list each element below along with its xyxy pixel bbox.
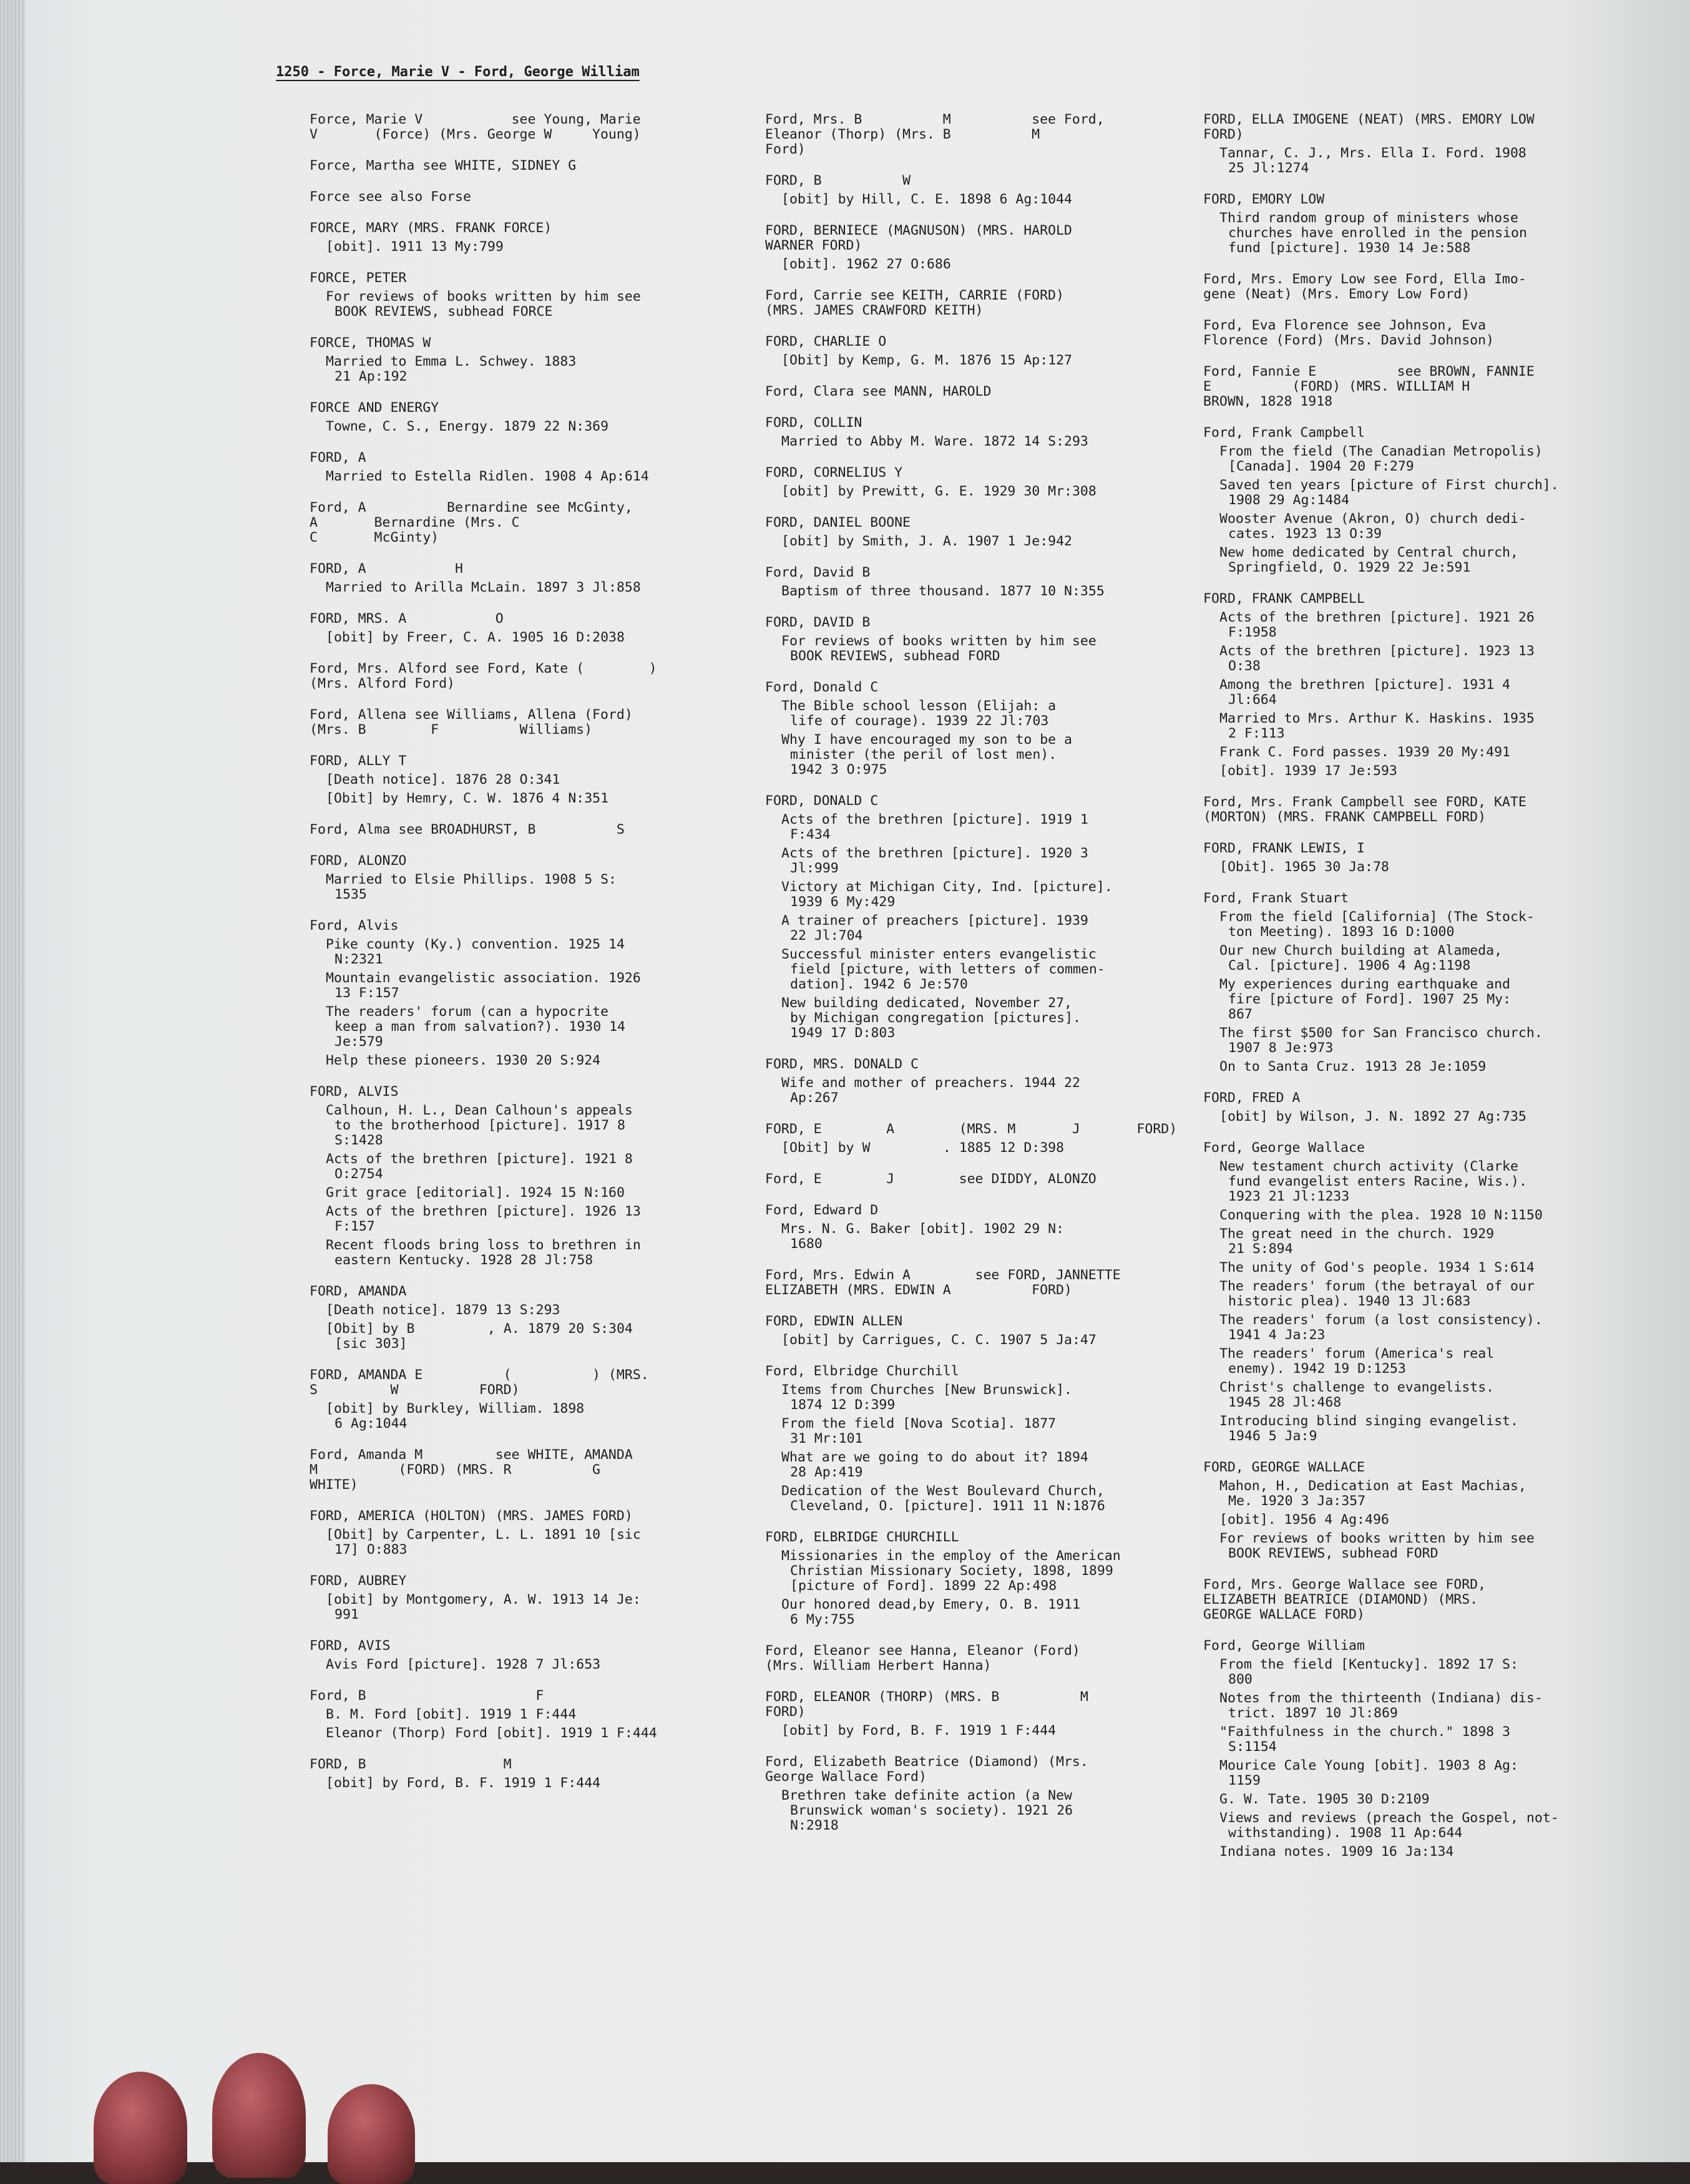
entry-heading: Ford, Clara see MANN, HAROLD [765, 384, 992, 399]
entry-citation: [obit] by Ford, B. F. 1919 1 F:444 [326, 1775, 601, 1791]
index-entry [310, 500, 759, 545]
entry-citation: [Obit] by Kemp, G. M. 1876 15 Ap:127 [781, 353, 1072, 368]
entry-citation: The great need in the church. 1929 21 S:894 [1219, 1226, 1495, 1257]
entry-heading: Ford, A Bernardine see McGinty, A Bernardine (Mrs. C C McGinty) [310, 500, 633, 545]
entry-citation: The Bible school lesson (Elijah: a life of courage). 1939 22 Jl:703 [781, 698, 1057, 729]
entry-heading: FORD, AMANDA [310, 1284, 407, 1299]
index-entry [765, 1644, 1202, 1674]
entry-heading: FORD, DONALD C [765, 793, 879, 809]
entry-citation: What are we going to do about it? 1894 28 Ap:419 [781, 1450, 1088, 1480]
entry-heading: Force, Marie V see Young, Marie V (Force) (Mrs. George W Young) [310, 112, 641, 142]
index-entry [765, 1755, 1202, 1833]
entry-citation: New home dedicated by Central church, Springfield, O. 1929 22 Je:591 [1219, 545, 1518, 575]
index-entry [310, 158, 759, 173]
entry-heading: Ford, Mrs. Emory Low see Ford, Ella Imo- gene (Neat) (Mrs. Emory Low Ford) [1203, 271, 1526, 302]
index-entry [1203, 318, 1653, 348]
entry-citation: Successful minister enters evangelistic field [picture, with letters of commen- dation]. 1942 6 Je:570 [781, 947, 1105, 992]
entry-citation: [obit] by Carrigues, C. C. 1907 5 Ja:47 [781, 1332, 1097, 1348]
entry-heading: FORD, MRS. DONALD C [765, 1056, 919, 1072]
entry-heading: Ford, Frank Stuart [1203, 890, 1349, 906]
entry-heading: FORD, A [310, 450, 366, 466]
entry-heading: FORD, ALLY T [310, 753, 407, 769]
entry-citation: Acts of the brethren [picture]. 1926 13 F:157 [326, 1204, 641, 1234]
entry-citation: Mourice Cale Young [obit]. 1903 8 Ag: 1159 [1219, 1758, 1518, 1788]
entry-citation: Mountain evangelistic association. 1926 13 F:157 [326, 970, 641, 1001]
entry-citation: Tannar, C. J., Mrs. Ella I. Ford. 1908 25 Jl:1274 [1219, 145, 1526, 176]
entry-heading: FORD, AUBREY [310, 1573, 407, 1589]
entry-heading: Ford, Eleanor see Hanna, Eleanor (Ford) (Mrs. William Herbert Hanna) [765, 1643, 1080, 1674]
entry-citation: [Death notice]. 1879 13 S:293 [326, 1302, 560, 1318]
entry-citation: Acts of the brethren [picture]. 1919 1 F:434 [781, 812, 1088, 842]
index-entry [1203, 192, 1653, 256]
index-entry [310, 1085, 759, 1268]
index-entry [1203, 841, 1653, 875]
index-entry [765, 334, 1202, 368]
index-entry [765, 1530, 1202, 1627]
index-entry [310, 451, 759, 484]
index-entry [310, 822, 759, 837]
index-entry [765, 112, 1202, 157]
entry-heading: FORD, EDWIN ALLEN [765, 1314, 903, 1329]
entry-heading: FORD, CORNELIUS Y [765, 465, 903, 480]
entry-citation: From the field [Kentucky]. 1892 17 S: 800 [1219, 1657, 1518, 1687]
entry-heading: Ford, Carrie see KEITH, CARRIE (FORD) (MRS. JAMES CRAWFORD KEITH) [765, 288, 1064, 318]
index-entry [310, 1757, 759, 1791]
entry-citation: Calhoun, H. L., Dean Calhoun's appeals to the brotherhood [picture]. 1917 8 S:1428 [326, 1103, 633, 1148]
entry-citation: G. W. Tate. 1905 30 D:2109 [1219, 1792, 1430, 1807]
index-entry [765, 1057, 1202, 1106]
index-entry [310, 919, 759, 1068]
column-3 [1203, 112, 1653, 1876]
entry-heading: Ford, Mrs. Alford see Ford, Kate ( ) (Mrs. Alford Ford) [310, 661, 657, 691]
column-2 [765, 112, 1202, 1850]
entry-citation: Why I have encouraged my son to be a minister (the peril of lost men). 1942 3 O:975 [781, 732, 1072, 778]
entry-citation: From the field [Nova Scotia]. 1877 31 Mr:101 [781, 1416, 1057, 1446]
entry-heading: Ford, Elizabeth Beatrice (Diamond) (Mrs. George Wallace Ford) [765, 1754, 1088, 1785]
index-entry [310, 708, 759, 738]
index-entry [765, 466, 1202, 499]
index-entry [765, 615, 1202, 664]
entry-citation: Acts of the brethren [picture]. 1920 3 Jl:999 [781, 846, 1088, 876]
entry-citation: Mrs. N. G. Baker [obit]. 1902 29 N: 1680 [781, 1221, 1065, 1252]
entry-heading: FORD, MRS. A O [310, 611, 504, 626]
entry-heading: FORD, ALVIS [310, 1084, 399, 1099]
entry-citation: Dedication of the West Boulevard Church, Cleveland, O. [picture]. 1911 11 N:1876 [781, 1483, 1105, 1514]
index-entry [1203, 795, 1653, 825]
entry-citation: [obit]. 1962 27 O:686 [781, 256, 951, 272]
entry-heading: FORD, COLLIN [765, 415, 862, 431]
index-entry [765, 173, 1202, 207]
index-entry [1203, 1577, 1653, 1622]
index-entry [1203, 1639, 1653, 1860]
index-entry [310, 1368, 759, 1431]
entry-citation: [Obit] by Hemry, C. W. 1876 4 N:351 [326, 791, 609, 806]
entry-citation: Third random group of ministers whose churches have enrolled in the pension fund [picture]. 1930 14 Je:588 [1219, 210, 1527, 256]
entry-heading: FORCE, MARY (MRS. FRANK FORCE) [310, 220, 552, 236]
entry-citation: Towne, C. S., Energy. 1879 22 N:369 [326, 419, 609, 434]
index-entry [765, 565, 1202, 599]
entry-heading: FORD, DANIEL BOONE [765, 515, 911, 530]
entry-heading: Ford, Mrs. B M see Ford, Eleanor (Thorp) (Mrs. B M Ford) [765, 112, 1105, 157]
entry-citation: Wooster Avenue (Akron, O) church dedi- cates. 1923 13 O:39 [1219, 511, 1526, 542]
index-entry [310, 336, 759, 384]
entry-heading: FORD, FRANK LEWIS, I [1203, 841, 1365, 856]
entry-heading: Ford, Elbridge Churchill [765, 1363, 959, 1379]
entry-citation: [Death notice]. 1876 28 O:341 [326, 772, 560, 787]
entry-citation: [obit] by Smith, J. A. 1907 1 Je:942 [781, 534, 1072, 549]
index-entry [765, 1172, 1202, 1187]
index-entry [765, 288, 1202, 318]
page-edge-stack [0, 0, 25, 2162]
index-entry [310, 754, 759, 806]
entry-citation: Married to Elsie Phillips. 1908 5 S: 1535 [326, 872, 617, 902]
index-entry [1203, 1460, 1653, 1561]
entry-citation: Among the brethren [picture]. 1931 4 Jl:664 [1219, 677, 1510, 708]
index-entry [765, 680, 1202, 778]
entry-heading: FORD, DAVID B [765, 615, 871, 630]
entry-heading: FORD, EMORY LOW [1203, 192, 1325, 207]
index-entry [1203, 364, 1653, 409]
entry-citation: [obit] by Hill, C. E. 1898 6 Ag:1044 [781, 192, 1072, 207]
index-entry [765, 1203, 1202, 1252]
index-entry [310, 562, 759, 595]
entry-heading: Force, Martha see WHITE, SIDNEY G [310, 158, 577, 173]
index-entry [310, 1509, 759, 1558]
entry-citation: From the field [California] (The Stock- ton Meeting). 1893 16 D:1000 [1219, 909, 1535, 940]
entry-citation: A trainer of preachers [picture]. 1939 22 Jl:704 [781, 913, 1088, 943]
entry-citation: Christ's challenge to evangelists. 1945 28 Jl:468 [1219, 1380, 1495, 1410]
entry-citation: For reviews of books written by him see BOOK REVIEWS, subhead FORCE [326, 289, 641, 319]
page-header: 1250 - Force, Marie V - Ford, George William [276, 64, 640, 80]
entry-citation: Married to Estella Ridlen. 1908 4 Ap:614 [326, 469, 649, 484]
entry-heading: FORD, ALONZO [310, 853, 407, 869]
entry-heading: Ford, Alma see BROADHURST, B S [310, 822, 625, 837]
entry-heading: Ford, Fannie E see BROWN, FANNIE E (FORD) (MRS. WILLIAM H BROWN, 1828 1918 [1203, 364, 1535, 409]
index-entry [1203, 891, 1653, 1075]
index-entry [765, 1364, 1202, 1514]
entry-heading: Ford, Alvis [310, 918, 399, 934]
entry-heading: Force see also Forse [310, 189, 471, 205]
entry-citation: Our new Church building at Alameda, Cal. [picture]. 1906 4 Ag:1198 [1219, 943, 1503, 973]
entry-heading: Ford, Donald C [765, 680, 879, 695]
entry-citation: For reviews of books written by him see BOOK REVIEWS, subhead FORD [781, 633, 1097, 664]
entry-citation: [obit] by Ford, B. F. 1919 1 F:444 [781, 1723, 1057, 1738]
index-entry [765, 515, 1202, 549]
entry-heading: Ford, Mrs. George Wallace see FORD, ELIZABETH BEATRICE (DIAMOND) (MRS. GEORGE WALLACE FORD) [1203, 1577, 1487, 1622]
index-entry [765, 1690, 1202, 1738]
entry-citation: My experiences during earthquake and fire [picture of Ford]. 1907 25 My: 867 [1219, 977, 1512, 1022]
index-entry [1203, 426, 1653, 575]
entry-citation: [obit] by Wilson, J. N. 1892 27 Ag:735 [1219, 1109, 1526, 1124]
index-entry [765, 1268, 1202, 1298]
index-entry [310, 612, 759, 645]
entry-heading: FORD, ELBRIDGE CHURCHILL [765, 1529, 959, 1545]
entry-heading: FORD, AVIS [310, 1638, 391, 1654]
index-entry [310, 1284, 759, 1352]
entry-citation: Acts of the brethren [picture]. 1921 26 F:1958 [1219, 610, 1535, 640]
entry-citation: [obit]. 1956 4 Ag:496 [1219, 1512, 1389, 1528]
entry-heading: FORD, B M [310, 1757, 512, 1772]
entry-citation: [Obit] by Carpenter, L. L. 1891 10 [sic 17] O:883 [326, 1527, 641, 1558]
entry-heading: Ford, George William [1203, 1638, 1365, 1654]
entry-citation: Married to Emma L. Schwey. 1883 21 Ap:192 [326, 354, 577, 384]
entry-citation: Notes from the thirteenth (Indiana) dis- trict. 1897 10 Jl:869 [1219, 1690, 1543, 1721]
index-entry [1203, 592, 1653, 779]
entry-citation: Recent floods bring loss to brethren in eastern Kentucky. 1928 28 Jl:758 [326, 1237, 641, 1268]
entry-heading: Ford, Amanda M see WHITE, AMANDA M (FORD) (MRS. R G WHITE) [310, 1447, 633, 1493]
entry-citation: Help these pioneers. 1930 20 S:924 [326, 1053, 601, 1068]
entry-citation: [obit] by Burkley, William. 1898 6 Ag:1044 [326, 1401, 585, 1431]
entry-heading: Ford, David B [765, 565, 871, 580]
entry-heading: FORD, E A (MRS. M J FORD) [765, 1121, 1178, 1137]
entry-citation: New testament church activity (Clarke fund evangelist enters Racine, Wis.). 1923 21 Jl:1233 [1219, 1159, 1527, 1204]
entry-citation: The readers' forum (a lost consistency). 1941 4 Ja:23 [1219, 1312, 1543, 1343]
entry-citation: New building dedicated, November 27, by Michigan congregation [pictures]. 1949 17 D:803 [781, 995, 1081, 1041]
entry-heading: FORD, A H [310, 561, 463, 577]
index-entry [310, 112, 759, 142]
entry-heading: FORD, AMANDA E ( ) (MRS. S W FORD) [310, 1367, 649, 1398]
index-entry [310, 1448, 759, 1493]
entry-citation: [obit] by Montgomery, A. W. 1913 14 Je: 991 [326, 1592, 641, 1622]
entry-citation: Saved ten years [picture of First church]. 1908 29 Ag:1484 [1219, 477, 1559, 508]
entry-heading: Ford, Mrs. Edwin A see FORD, JANNETTE ELIZABETH (MRS. EDWIN A FORD) [765, 1267, 1121, 1298]
entry-citation: Mahon, H., Dedication at East Machias, Me. 1920 3 Ja:357 [1219, 1478, 1526, 1509]
thumb-finger-3 [328, 2084, 415, 2184]
index-entry [310, 401, 759, 434]
entry-citation: The unity of God's people. 1934 1 S:614 [1219, 1260, 1535, 1275]
entry-heading: Ford, Allena see Williams, Allena (Ford) (Mrs. B F Williams) [310, 707, 633, 738]
entry-citation: Acts of the brethren [picture]. 1921 8 O:2754 [326, 1151, 633, 1182]
entry-citation: "Faithfulness in the church." 1898 3 S:1154 [1219, 1724, 1510, 1755]
entry-heading: FORCE AND ENERGY [310, 400, 439, 416]
entry-citation: Acts of the brethren [picture]. 1923 13 O:38 [1219, 643, 1535, 674]
entry-citation: Married to Arilla McLain. 1897 3 Jl:858 [326, 580, 641, 595]
index-entry [765, 384, 1202, 399]
entry-citation: For reviews of books written by him see BOOK REVIEWS, subhead FORD [1219, 1531, 1535, 1561]
entry-citation: Missionaries in the employ of the American Christian Missionary Society, 1898, 1899 [picture of Ford]. 1899 22 Ap:498 [781, 1548, 1121, 1594]
entry-heading: FORD, AMERICA (HOLTON) (MRS. JAMES FORD) [310, 1508, 633, 1524]
entry-citation: [Obit] by B , A. 1879 20 S:304 [sic 303] [326, 1321, 633, 1352]
index-entry [310, 854, 759, 902]
entry-citation: B. M. Ford [obit]. 1919 1 F:444 [326, 1707, 577, 1722]
entry-citation: [Obit]. 1965 30 Ja:78 [1219, 859, 1389, 875]
entry-heading: FORD, GEORGE WALLACE [1203, 1460, 1365, 1475]
entry-heading: Ford, B F [310, 1688, 544, 1704]
entry-citation: Pike county (Ky.) convention. 1925 14 N:2321 [326, 937, 625, 967]
entry-citation: Wife and mother of preachers. 1944 22 Ap:267 [781, 1075, 1080, 1106]
entry-citation: [obit]. 1939 17 Je:593 [1219, 763, 1397, 779]
entry-citation: Items from Churches [New Brunswick]. 1874 12 D:399 [781, 1382, 1072, 1413]
entry-citation: From the field (The Canadian Metropolis) [Canada]. 1904 20 F:279 [1219, 444, 1543, 474]
thumb-finger-2 [212, 2053, 306, 2178]
index-entry [310, 1574, 759, 1622]
entry-heading: FORCE, PETER [310, 270, 407, 286]
entry-citation: Conquering with the plea. 1928 10 N:1150 [1219, 1207, 1543, 1223]
entry-citation: [Obit] by W . 1885 12 D:398 [781, 1140, 1065, 1156]
entry-citation: Baptism of three thousand. 1877 10 N:355 [781, 583, 1105, 599]
entry-citation: The readers' forum (America's real enemy). 1942 19 D:1253 [1219, 1346, 1495, 1377]
entry-heading: FORD, ELEANOR (THORP) (MRS. B M FORD) [765, 1689, 1088, 1720]
index-entry [1203, 1091, 1653, 1124]
index-entry [310, 271, 759, 319]
index-entry [765, 1122, 1202, 1156]
entry-citation: Eleanor (Thorp) Ford [obit]. 1919 1 F:444 [326, 1725, 657, 1741]
entry-heading: FORD, FRANK CAMPBELL [1203, 591, 1365, 607]
entry-citation: Introducing blind singing evangelist. 1946 5 Ja:9 [1219, 1413, 1518, 1444]
entry-citation: Married to Abby M. Ware. 1872 14 S:293 [781, 434, 1088, 449]
entry-citation: [obit] by Prewitt, G. E. 1929 30 Mr:308 [781, 484, 1097, 499]
index-entry [765, 223, 1202, 272]
entry-citation: Our honored dead,by Emery, O. B. 1911 6 My:755 [781, 1597, 1080, 1627]
entry-citation: Indiana notes. 1909 16 Ja:134 [1219, 1844, 1454, 1860]
index-entry [765, 794, 1202, 1041]
entry-heading: FORD, CHARLIE O [765, 334, 887, 349]
entry-citation: Grit grace [editorial]. 1924 15 N:160 [326, 1185, 625, 1201]
entry-citation: Avis Ford [picture]. 1928 7 Jl:653 [326, 1657, 601, 1672]
thumb-finger-1 [94, 2072, 187, 2184]
entry-citation: [obit] by Freer, C. A. 1905 16 D:2038 [326, 630, 625, 645]
entry-citation: Victory at Michigan City, Ind. [picture]. 1939 6 My:429 [781, 879, 1113, 910]
entry-heading: Ford, Mrs. Frank Campbell see FORD, KATE (MORTON) (MRS. FRANK CAMPBELL FORD) [1203, 794, 1526, 825]
index-entry [310, 1689, 759, 1741]
entry-citation: Married to Mrs. Arthur K. Haskins. 1935 2 F:113 [1219, 711, 1535, 741]
entry-heading: Ford, E J see DIDDY, ALONZO [765, 1171, 1097, 1187]
index-entry [765, 1314, 1202, 1348]
entry-citation: The readers' forum (can a hypocrite keep a man from salvation?). 1930 14 Je:579 [326, 1004, 625, 1050]
entry-heading: FORCE, THOMAS W [310, 335, 431, 351]
index-entry [1203, 112, 1653, 176]
index-entry [1203, 272, 1653, 302]
index-entry [310, 221, 759, 255]
index-entry [765, 416, 1202, 449]
entry-heading: Ford, George Wallace [1203, 1140, 1365, 1156]
entry-heading: Ford, Eva Florence see Johnson, Eva Florence (Ford) (Mrs. David Johnson) [1203, 318, 1494, 348]
entry-heading: FORD, B W [765, 173, 911, 188]
entry-heading: Ford, Edward D [765, 1202, 879, 1218]
column-1 [310, 112, 759, 1807]
entry-citation: Frank C. Ford passes. 1939 20 My:491 [1219, 744, 1510, 760]
entry-heading: FORD, BERNIECE (MAGNUSON) (MRS. HAROLD WARNER FORD) [765, 223, 1072, 253]
entry-heading: Ford, Frank Campbell [1203, 425, 1365, 441]
entry-citation: Brethren take definite action (a New Brunswick woman's society). 1921 26 N:2918 [781, 1788, 1073, 1833]
index-entry [310, 1639, 759, 1672]
entry-citation: The readers' forum (the betrayal of our historic plea). 1940 13 Jl:683 [1219, 1279, 1535, 1309]
index-entry [310, 190, 759, 205]
entry-citation: Views and reviews (preach the Gospel, not- withstanding). 1908 11 Ap:644 [1219, 1810, 1559, 1841]
entry-citation: On to Santa Cruz. 1913 28 Je:1059 [1219, 1059, 1487, 1075]
index-entry [310, 661, 759, 691]
entry-citation: The first $500 for San Francisco church. 1907 8 Je:973 [1219, 1025, 1543, 1056]
entry-heading: FORD, ELLA IMOGENE (NEAT) (MRS. EMORY LOW FORD) [1203, 112, 1535, 142]
entry-heading: FORD, FRED A [1203, 1090, 1301, 1106]
entry-citation: [obit]. 1911 13 My:799 [326, 239, 504, 255]
index-entry [1203, 1141, 1653, 1444]
